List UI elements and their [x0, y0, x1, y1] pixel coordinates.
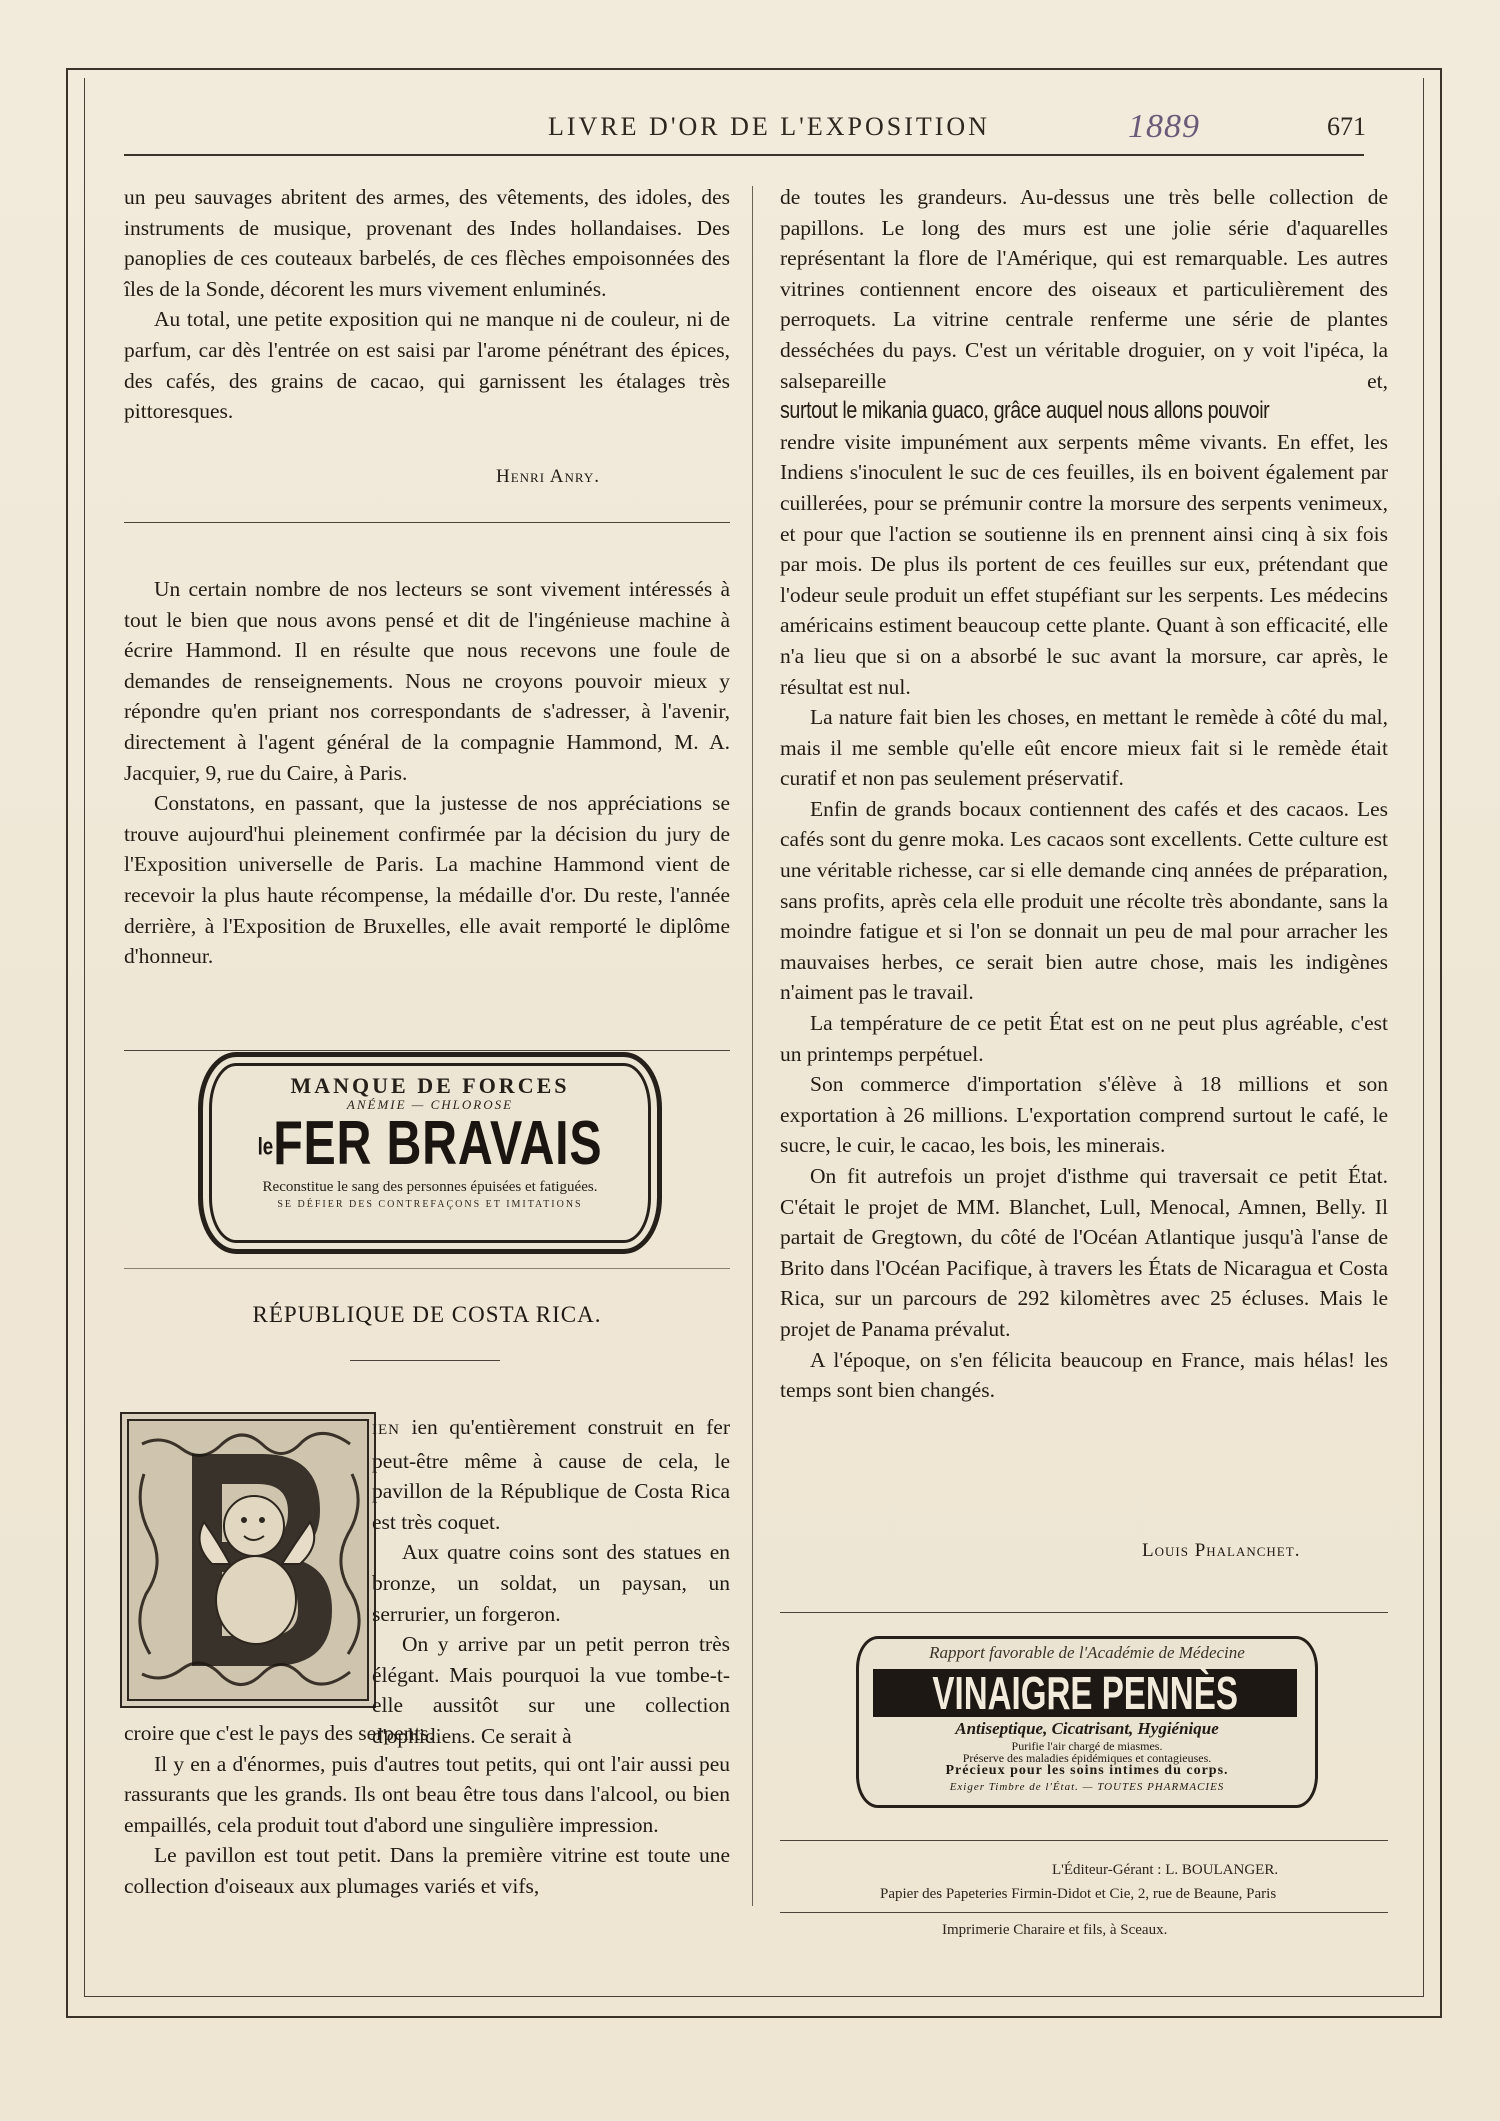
costa-rica-paragraph-1 [372, 1412, 730, 1537]
right-paragraph-2: La nature fait bien les choses, en mettant le remède à côté du mal, mais il me semble qu'elle eût encore mieux fait si le remède était curatif et non pas seulement préservatif. [780, 705, 1388, 791]
imprint-printer: Imprimerie Charaire et fils, à Sceaux. [942, 1922, 1168, 1938]
left-column-top [124, 182, 730, 427]
title-underline [350, 1360, 500, 1361]
ad-vinaigre-brand-text: VINAIGRE PENNÈS [932, 1667, 1238, 1719]
right-paragraph-4: La température de ce petit État est on ne peut plus agréable, c'est un printemps perpétuel. [780, 1011, 1388, 1066]
left-column-hammond [124, 574, 730, 972]
ad-fer-bravais-headline: MANQUE DE FORCES [290, 1073, 570, 1098]
drop-cap-illustration [120, 1412, 376, 1708]
separator-rule [780, 1912, 1388, 1913]
running-title: LIVRE D'OR DE L'EXPOSITION [548, 112, 990, 141]
ad-fer-bravais-claim: Reconstitue le sang des personnes épuisées et fatiguées. [262, 1179, 598, 1195]
ad-fer-bravais-subline: ANÉMIE — CHLOROSE [346, 1097, 514, 1112]
costa-rica-paragraph-3: On y arrive par un petit perron très élégant. Mais pourquoi la vue tombe-t-elle aussitôt sur une collection d'ophidiens. Ce serait à [372, 1632, 730, 1748]
left-column-bottom [124, 1718, 730, 1902]
handwritten-year: 1889 [1128, 108, 1200, 145]
costa-rica-paragraph-1-text: ien qu'entièrement construit en fer peut-être même à cause de cela, le pavillon de la République de Costa Rica est très coquet. [372, 1415, 730, 1534]
left-paragraph-3: Un certain nombre de nos lecteurs se sont vivement intéressés à tout le bien que nous avons pensé et dit de l'ingénieuse machine à écrire Hammond. Il en résulte que nous recevons une foule de demandes de renseignements. Nous ne croyons pouvoir mieux y répondre qu'en priant nos correspondants de s'adresser, à l'avenir, directement à l'agent général de la compagnie Hammond, M. A. Jacquier, 9, rue du Caire, à Paris. [124, 577, 730, 785]
left-paragraph-2: Au total, une petite exposition qui ne manque ni de couleur, ni de parfum, car dès l'entrée on est saisi par l'arome pénétrant des épices, des cafés, des grains de cacao, qui garnissent les étalages très pittoresques. [124, 307, 730, 424]
ad-fer-bravais-warning: SE DÉFIER DES CONTREFAÇONS ET IMITATIONS [277, 1199, 583, 1210]
left-paragraph-4: Constatons, en passant, que la justesse de nos appréciations se trouve aujourd'hui pleinement confirmée par la décision du jury de l'Exposition universelle de Paris. La machine Hammond vient de recevoir la plus haute récompense, la médaille d'or. Du reste, l'année derrière, à l'Exposition de Bruxelles, elle avait remporté le diplôme d'honneur. [124, 791, 730, 969]
ad-fer-bravais-brand [253, 1109, 607, 1183]
ad-vinaigre-line-4: Précieux pour les soins intimes du corps. [945, 1763, 1229, 1778]
separator-rule [124, 522, 730, 523]
ad-vinaigre-pennes [856, 1636, 1318, 1808]
ad-fer-bravais [198, 1052, 662, 1254]
column-divider [752, 186, 753, 1906]
separator-rule [124, 1050, 730, 1051]
ad-fer-bravais-name: FER BRAVAIS [273, 1109, 603, 1178]
page-header [124, 108, 1364, 152]
ad-vinaigre-line-5: Exiger Timbre de l'État. — TOUTES PHARMACIES [949, 1781, 1225, 1793]
imprint-editor: L'Éditeur-Gérant : L. BOULANGER. [1052, 1862, 1279, 1878]
ad-fer-bravais-prefix: le [257, 1133, 274, 1161]
right-paragraph-5: Son commerce d'importation s'élève à 18 millions et son exportation à 26 millions. L'exportation comprend surtout le café, le sucre, le cuir, le cacao, les bois, les minerais. [780, 1072, 1388, 1158]
ad-vinaigre-line-2: Purifie l'air chargé de miasmes. [1011, 1739, 1163, 1753]
ad-vinaigre-brand [873, 1669, 1297, 1717]
signature-henri-anry: Henri Anry. [496, 466, 600, 487]
right-paragraph-1-mikania: surtout le mikania guaco, grâce auquel nous allons pouvoir [780, 397, 1270, 425]
signature-louis-phalanchet: Louis Phalanchet. [1142, 1540, 1301, 1561]
costa-rica-paragraph-4: Il y en a d'énormes, puis d'autres tout petits, qui ont l'air aussi peu rassurants que les grands. Ils ont beau être tous dans l'alcool, ou bien empaillés, cela produit tout d'abord une singulière impression. [124, 1751, 730, 1837]
ad-vinaigre-line-1: Antiseptique, Cicatrisant, Hygiénique [955, 1719, 1219, 1738]
page-number: 671 [1327, 112, 1366, 141]
drop-cap-b-icon [122, 1414, 374, 1706]
right-paragraph-1-end: rendre visite impunément aux serpents même vivants. En effet, les Indiens s'inoculent le suc de ces feuilles, ils en boivent également par cuillerées, pour se prémunir contre la morsure des serpents venimeux, et pour que l'action se soutienne ils en prennent ainsi cinq à six fois par mois. De plus ils portent de ces feuilles sur eux, prétendant que l'odeur seule produit un effet stupéfiant sur les serpents. Les médecins américains estiment beaucoup cette plante. Quant à son efficacité, elle n'a lieu que si on a absorbé le suc avant la morsure, car après, le résultat est nul. [780, 429, 1388, 699]
right-paragraph-1-start: de toutes les grandeurs. Au-dessus une très belle collection de papillons. Le long des murs est une jolie série d'aquarelles représentant la flore de l'Amérique, qui est remarquable. Les autres vitrines contiennent encore des oiseaux et particulièrement des perroquets. La vitrine centrale renferme une série de plantes desséchées du pays. C'est un véritable droguier, on y voit l'ipéca, la salsepareille et, [780, 185, 1388, 393]
costa-rica-continuation: croire que c'est le pays des serpents. [124, 1721, 435, 1745]
separator-rule [780, 1840, 1388, 1841]
header-rule [124, 154, 1364, 156]
separator-rule [780, 1612, 1388, 1613]
dropcap-continuation: IEN [372, 1422, 400, 1438]
left-paragraph-1: un peu sauvages abritent des armes, des vêtements, des idoles, des instruments de musique, provenant des Indes hollandaises. Des panoplies de ces couteaux barbelés, de ces flèches empoisonnées des îles de la Sonde, décorent les murs vivement enluminés. [124, 185, 730, 301]
section-title-costa-rica: RÉPUBLIQUE DE COSTA RICA. [252, 1302, 602, 1327]
right-paragraph-6: On fit autrefois un projet d'isthme qui traversait ce petit État. C'était le projet de MM. Blanchet, Lull, Menocal, Amnen, Belly. Il partait de Gregtown, du côté de l'Océan Atlantique jusqu'à l'anse de Brito dans l'Océan Pacifique, à travers les États de Nicaragua et Costa Rica, sur un parcours de 292 kilomètres avec 25 écluses. Mais le projet de Panama prévalut. [780, 1164, 1388, 1341]
separator-rule [124, 1268, 730, 1269]
ad-vinaigre-line-3: Préserve des maladies épidémiques et contagieuses. [962, 1751, 1212, 1765]
imprint-paper: Papier des Papeteries Firmin-Didot et Cie, 2, rue de Beaune, Paris [880, 1886, 1277, 1902]
costa-rica-paragraph-2: Aux quatre coins sont des statues en bronze, un soldat, un paysan, un serrurier, un forgeron. [372, 1540, 730, 1626]
right-column [780, 182, 1388, 1406]
right-paragraph-3: Enfin de grands bocaux contiennent des cafés et des cacaos. Les cafés sont du genre moka. Les cacaos sont excellents. Cette culture est une véritable richesse, car si elle demande cinq années de préparation, sans profits, après cela elle produit une récolte très abondante, sans la moindre fatigue et si l'on se donnait un peu de mal pour arracher les mauvaises herbes, ce serait bien autre chose, mais les indigènes n'aiment pas le travail. [780, 796, 1388, 1005]
right-paragraph-7: A l'époque, on s'en félicita beaucoup en France, mais hélas! les temps sont bien changés. [780, 1347, 1388, 1403]
costa-rica-paragraph-5: Le pavillon est tout petit. Dans la première vitrine est toute une collection d'oiseaux aux plumages variés et vifs, [124, 1843, 730, 1898]
right-paragraph-1 [780, 182, 1388, 702]
ad-vinaigre-headline: Rapport favorable de l'Académie de Médecine [929, 1643, 1245, 1662]
costa-rica-intro [372, 1412, 730, 1752]
